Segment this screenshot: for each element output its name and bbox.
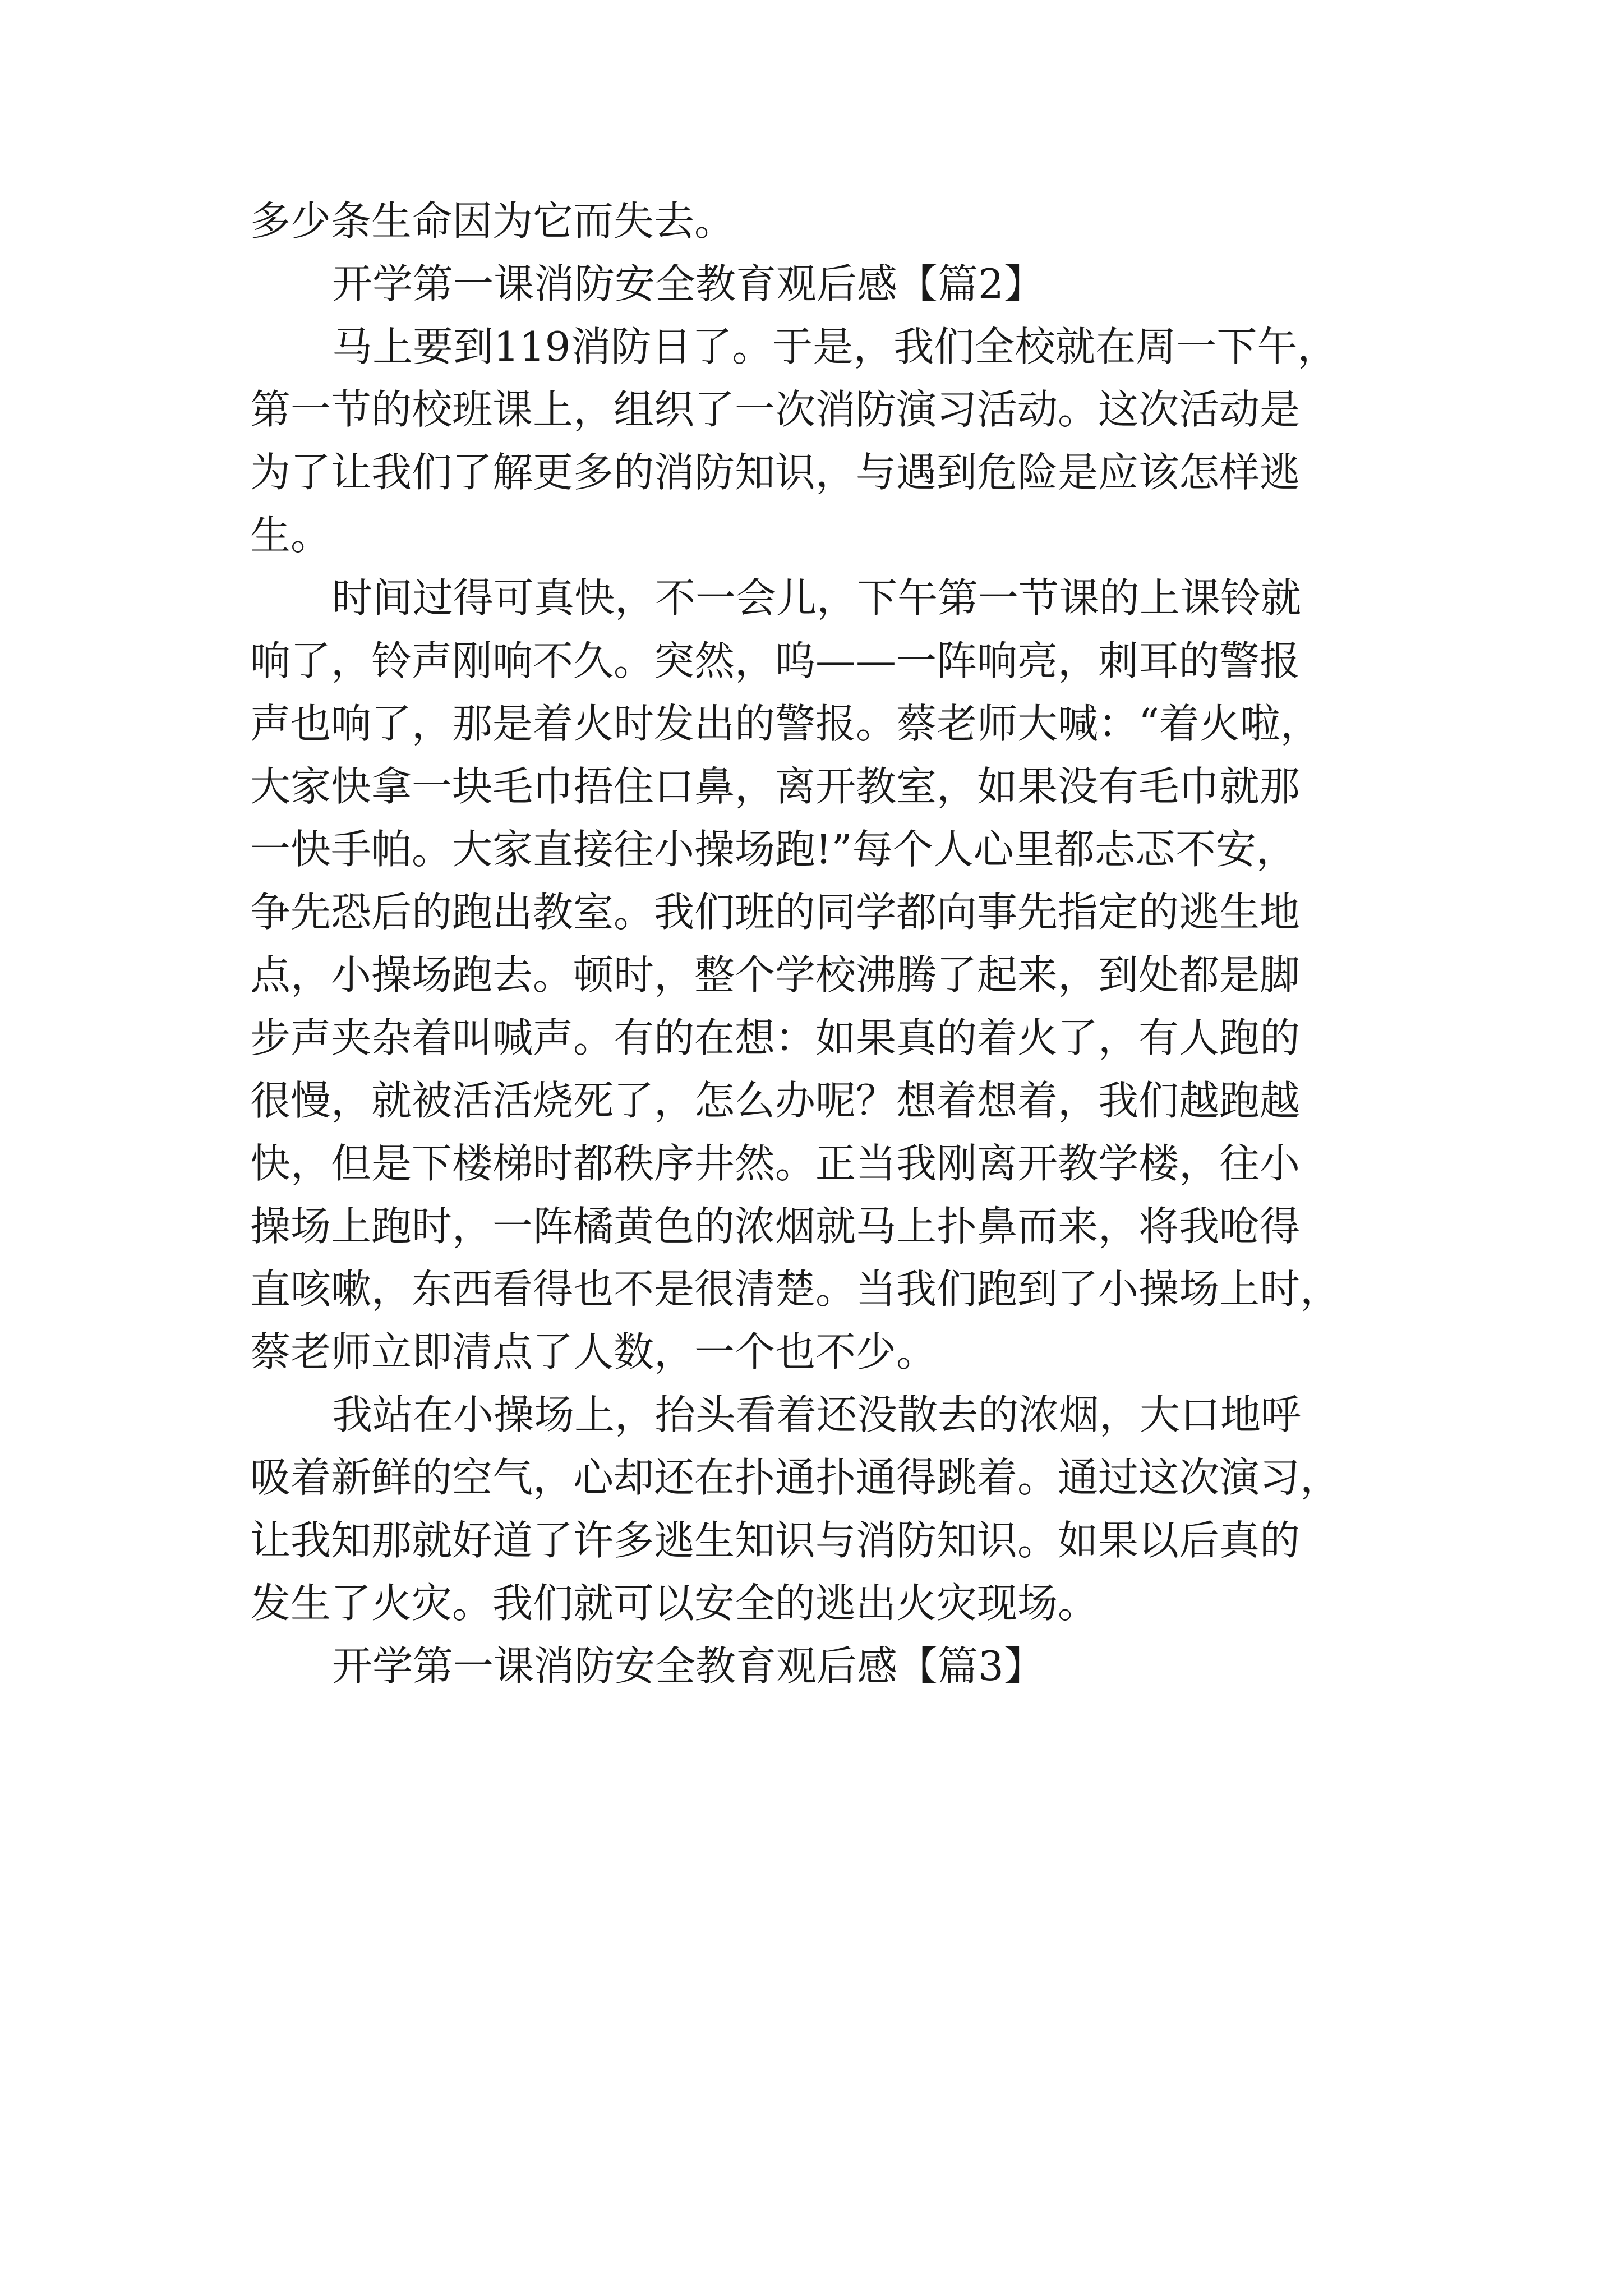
text-line: 马上要到119消防日了。于是，我们全校就在周一下午， [332,323,1338,370]
text-line: 多少条生命因为它而失去。 [250,197,735,245]
text-line: 蔡老师立即清点了人数，一个也不少。 [250,1328,937,1375]
text-line: 第一节的校班课上，组织了一次消防演习活动。这次活动是 [250,386,1301,433]
text-line: 步声夹杂着叫喊声。有的在想：如果真的着火了，有人跑的 [250,1014,1301,1061]
text-line: 操场上跑时，一阵橘黄色的浓烟就马上扑鼻而来，将我呛得 [250,1203,1301,1250]
text-line: 声也响了，那是着火时发出的警报。蔡老师大喊：“着火啦， [250,700,1321,747]
text-line: 发生了火灾。我们就可以安全的逃出火灾现场。 [250,1580,1099,1627]
document-body [250,190,1383,1697]
text-line: 为了让我们了解更多的消防知识，与遇到危险是应该怎样逃 [250,449,1301,496]
section-heading: 开学第一课消防安全教育观后感【篇2】 [332,260,1044,307]
text-line: 我站在小操场上，抬头看着还没散去的浓烟，大口地呼 [332,1391,1302,1438]
text-line: 大家快拿一块毛巾捂住口鼻，离开教室，如果没有毛巾就那 [250,763,1301,810]
text-line: 时间过得可真快，不一会儿，下午第一节课的上课铃就 [332,574,1302,622]
text-line: 响了，铃声刚响不久。突然，呜——一阵响亮，刺耳的警报 [250,637,1301,684]
text-line: 很慢，就被活活烧死了，怎么办呢？想着想着，我们越跑越 [250,1077,1301,1124]
text-line: 让我知那就好道了许多逃生知识与消防知识。如果以后真的 [250,1517,1301,1564]
text-line: 快，但是下楼梯时都秩序井然。正当我刚离开教学楼，往小 [250,1140,1301,1187]
text-line: 吸着新鲜的空气，心却还在扑通扑通得跳着。通过这次演习， [250,1454,1341,1501]
text-line: 直咳嗽，东西看得也不是很清楚。当我们跑到了小操场上时， [250,1266,1341,1313]
text-line: 一快手帕。大家直接往小操场跑!”每个人心里都忐忑不安， [250,826,1297,873]
text-line: 点，小操场跑去。顿时，整个学校沸腾了起来，到处都是脚 [250,951,1301,999]
section-heading: 开学第一课消防安全教育观后感【篇3】 [332,1642,1044,1690]
text-line: 争先恐后的跑出教室。我们班的同学都向事先指定的逃生地 [250,889,1301,936]
text-line: 生。 [250,512,331,559]
